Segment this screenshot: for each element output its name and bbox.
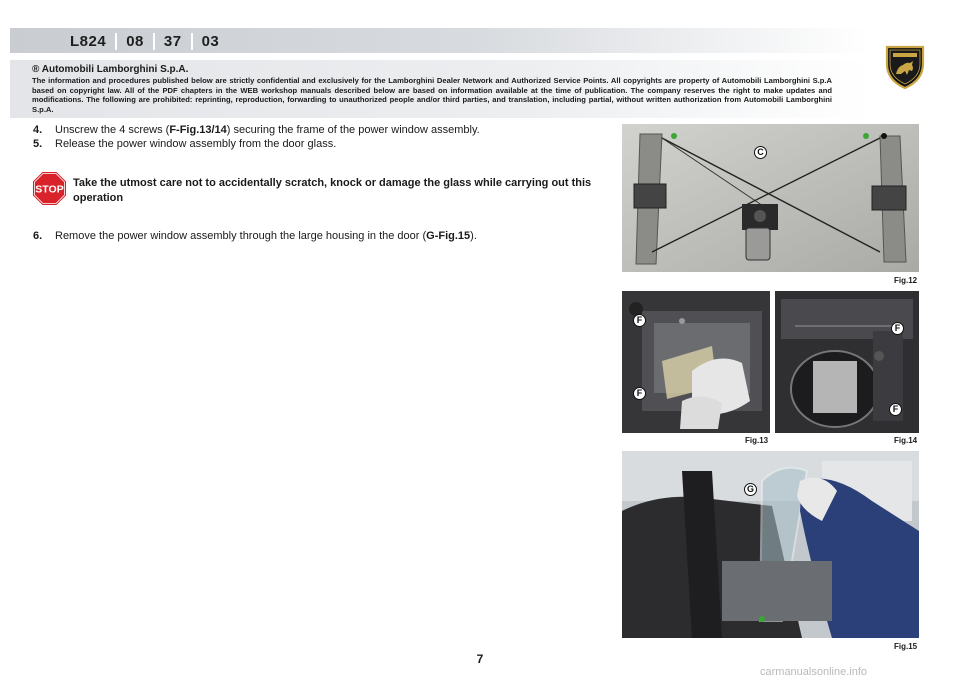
watermark-link[interactable]: carmanualsonline.info — [760, 666, 868, 678]
code-section: 03 — [201, 32, 220, 50]
stop-sign-icon — [32, 171, 67, 206]
code-model: L824 — [70, 32, 107, 50]
step-reference: F-Fig.13/14 — [169, 124, 227, 136]
step-text-post: ). — [470, 230, 477, 242]
lamborghini-logo-icon — [884, 44, 926, 90]
fig13-caption: Fig.13 — [745, 436, 769, 445]
stop-sign-label: STOP — [35, 183, 64, 196]
code-divider — [153, 33, 155, 50]
step-text-post: ) securing the frame of the power window assembly. — [226, 124, 480, 136]
step-text: Release the power window assembly from the door glass. — [55, 138, 337, 150]
page-number: 7 — [476, 652, 484, 666]
document-code — [70, 31, 219, 51]
copyright-text: The information and procedures published below are strictly confidential and exclusively for the Lamborghini Dealer Network and Authorized Service Points. All copyrights are property of Automobili Lamborghini S.p.A based on copyright law. All of the PDF chapters in the WEB workshop manuals described below are based on information available at the time of publication. The company reserves the right to make updates and modifications. The following are prohibited: reprinting, reproduction, forwarding to unauthorized people and/or third parties, and translation, including partial, without written authorization from Automobili Lamborghini S.p.A. — [32, 76, 832, 114]
fig14-caption: Fig.14 — [894, 436, 918, 445]
fig13-callout-f-upper: F — [633, 314, 646, 327]
code-divider — [191, 33, 193, 50]
step-reference: G-Fig.15 — [426, 230, 471, 242]
code-subgroup: 37 — [163, 32, 182, 50]
fig15-callout-g: G — [744, 483, 757, 496]
code-divider — [115, 33, 117, 50]
warning-text: Take the utmost care not to accidentally scratch, knock or damage the glass while carrying out this operation — [73, 177, 592, 204]
fig13-photo — [622, 291, 770, 433]
step-6 — [33, 229, 477, 243]
step-number: 6. — [33, 230, 43, 242]
step-text — [55, 229, 477, 243]
fig15-photo — [622, 451, 919, 638]
fig12-callout-c: C — [754, 146, 767, 159]
fig13-callout-f-lower: F — [633, 387, 646, 400]
fig12-caption: Fig.12 — [894, 276, 918, 285]
fig12-photo — [622, 124, 919, 272]
step-number: 4. — [33, 124, 43, 136]
copyright-notice — [10, 60, 870, 118]
fig14-callout-f-upper: F — [891, 322, 904, 335]
step-text — [55, 123, 480, 137]
step-number: 5. — [33, 138, 43, 150]
code-group: 08 — [126, 32, 144, 50]
copyright-title: ® Automobili Lamborghini S.p.A. — [32, 64, 189, 75]
fig14-callout-f-lower: F — [889, 403, 902, 416]
step-5 — [33, 137, 336, 151]
step-text-pre: Unscrew the 4 screws ( — [55, 124, 170, 136]
step-4 — [33, 123, 480, 137]
step-text-pre: Remove the power window assembly through the large housing in the door ( — [55, 230, 427, 242]
fig15-caption: Fig.15 — [894, 642, 918, 651]
